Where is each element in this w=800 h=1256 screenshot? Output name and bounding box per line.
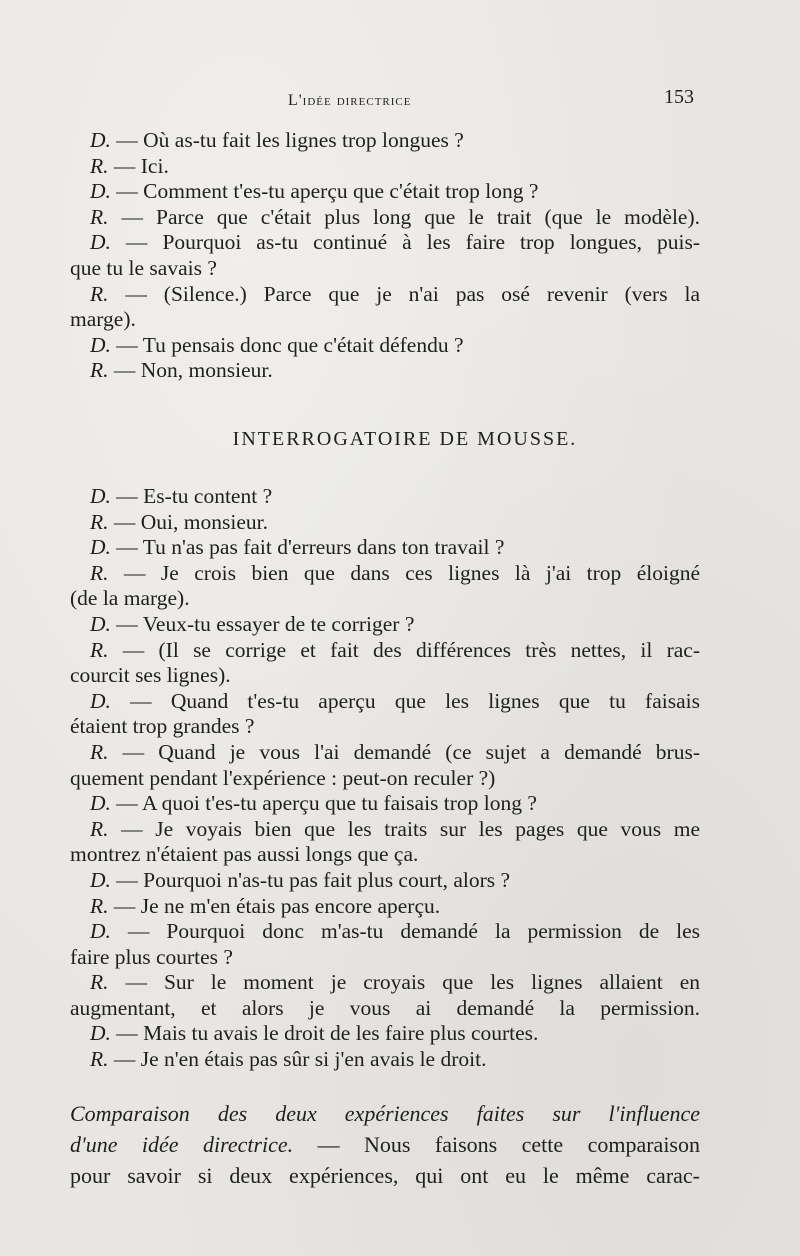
- dialogue-line: [70, 561, 700, 587]
- dialogue-text: — Es-tu content ?: [110, 484, 273, 508]
- page-number: 153: [664, 86, 694, 108]
- dialogue-line: [70, 970, 700, 996]
- dialogue-text: — Tu pensais donc que c'était défendu ?: [110, 332, 464, 357]
- dialogue-text: quement pendant l'expérience : peut-on reculer ?): [70, 765, 496, 790]
- closing-paragraph: [70, 1098, 700, 1191]
- paragraph-line: [70, 1098, 700, 1129]
- speaker-label: D.: [90, 919, 111, 944]
- speaker-label: R.: [90, 1047, 109, 1072]
- dialogue-line: [70, 868, 700, 894]
- dialogue-line: [70, 256, 700, 282]
- speaker-label: R.: [90, 970, 109, 995]
- dialogue-line: [70, 535, 700, 561]
- speaker-label: D.: [90, 688, 111, 713]
- dialogue-text: — Veux-tu essayer de te corriger ?: [110, 611, 415, 636]
- dialogue-line: [70, 945, 700, 971]
- dialogue-line: [70, 817, 700, 843]
- dialogue-line: [70, 154, 700, 180]
- speaker-label: D.: [90, 867, 111, 892]
- dialogue-text: — Je ne m'en étais pas encore aperçu.: [108, 893, 441, 918]
- dialogue-line: [70, 333, 700, 359]
- paragraph-line: [70, 1129, 700, 1160]
- dialogue-text: — Parce que c'était plus long que le trait (que le modèle).: [108, 204, 700, 229]
- dialogue-text: — Pourquoi donc m'as-tu demandé la permission de les: [110, 919, 700, 944]
- dialogue-line: [70, 740, 700, 766]
- dialogue-line: [70, 179, 700, 205]
- dialogue-line: [70, 919, 700, 945]
- dialogue-text: — (Silence.) Parce que je n'ai pas osé revenir (vers la: [108, 281, 700, 306]
- speaker-label: D.: [90, 791, 111, 816]
- dialogue-text: — A quoi t'es-tu aperçu que tu faisais trop long ?: [110, 791, 537, 816]
- dialogue-line: [70, 714, 700, 740]
- speaker-label: D.: [90, 230, 111, 255]
- dialogue-line: [70, 205, 700, 231]
- speaker-label: D.: [90, 179, 111, 204]
- speaker-label: D.: [90, 611, 111, 636]
- running-title: L'idée directrice: [288, 92, 412, 109]
- dialogue-line: [70, 510, 700, 536]
- dialogue-text: — Oui, monsieur.: [108, 509, 268, 534]
- dialogue-line: [70, 586, 700, 612]
- speaker-label: R.: [90, 153, 109, 178]
- paragraph-line: [70, 1160, 700, 1191]
- dialogue-line: [70, 663, 700, 689]
- speaker-label: D.: [90, 484, 111, 508]
- dialogue-text: — Tu n'as pas fait d'erreurs dans ton travail ?: [110, 535, 505, 560]
- dialogue-line: [70, 1021, 700, 1047]
- dialogue-text: — Je voyais bien que les traits sur les pages que vous me: [108, 816, 700, 841]
- dialogue-text: — Quand je vous l'ai demandé (ce sujet a demandé brus-: [108, 739, 700, 764]
- speaker-label: D.: [90, 128, 111, 152]
- paragraph-text: pour savoir si deux expériences, qui ont eu le même carac-: [70, 1163, 700, 1188]
- speaker-label: R.: [90, 816, 109, 841]
- dialogue-text: (de la marge).: [70, 586, 190, 611]
- dialogue-text: — Je crois bien que dans ces lignes là j'ai trop éloigné: [108, 560, 700, 585]
- dialogue-block-1: [70, 128, 700, 384]
- speaker-label: D.: [90, 535, 111, 560]
- dialogue-text: — Où as-tu fait les lignes trop longues ?: [110, 128, 464, 152]
- dialogue-text: — Sur le moment je croyais que les lignes allaient en: [108, 970, 700, 995]
- dialogue-text: — Comment t'es-tu aperçu que c'était trop long ?: [110, 179, 539, 204]
- dialogue-text: augmentant, et alors je vous ai demandé la permission.: [70, 995, 700, 1020]
- speaker-label: R.: [90, 637, 109, 662]
- paragraph-italic-heading: Comparaison des deux expériences faites sur l'influence: [70, 1101, 700, 1126]
- dialogue-line: [70, 894, 700, 920]
- dialogue-line: [70, 307, 700, 333]
- dialogue-text: — Quand t'es-tu aperçu que les lignes que tu faisais: [110, 688, 700, 713]
- dialogue-line: [70, 996, 700, 1022]
- speaker-label: D.: [90, 1021, 111, 1046]
- speaker-label: R.: [90, 358, 109, 383]
- dialogue-line: [70, 128, 700, 154]
- dialogue-line: [70, 689, 700, 715]
- paragraph-text: — Nous faisons cette comparaison: [293, 1132, 700, 1157]
- speaker-label: R.: [90, 204, 109, 229]
- dialogue-text: — Non, monsieur.: [108, 358, 273, 383]
- dialogue-block-2: [70, 484, 700, 1073]
- speaker-label: R.: [90, 560, 109, 585]
- page-header: [0, 86, 800, 116]
- dialogue-text: — Ici.: [108, 153, 169, 178]
- dialogue-text: que tu le savais ?: [70, 255, 217, 280]
- dialogue-text: — (Il se corrige et fait des différences très nettes, il rac-: [108, 637, 700, 662]
- dialogue-text: — Mais tu avais le droit de les faire plus courtes.: [110, 1021, 539, 1046]
- paragraph-italic-heading-end: d'une idée directrice.: [70, 1132, 294, 1157]
- speaker-label: R.: [90, 739, 109, 764]
- dialogue-text: — Pourquoi as-tu continué à les faire trop longues, puis-: [110, 230, 700, 255]
- speaker-label: R.: [90, 281, 109, 306]
- dialogue-text: faire plus courtes ?: [70, 944, 233, 969]
- dialogue-text: — Je n'en étais pas sûr si j'en avais le droit.: [108, 1047, 487, 1072]
- dialogue-text: — Pourquoi n'as-tu pas fait plus court, alors ?: [110, 867, 511, 892]
- section-title: INTERROGATOIRE DE MOUSSE.: [232, 428, 578, 450]
- speaker-label: R.: [90, 509, 109, 534]
- dialogue-line: [70, 230, 700, 256]
- dialogue-line: [70, 484, 700, 510]
- speaker-label: D.: [90, 332, 111, 357]
- dialogue-text: marge).: [70, 307, 136, 332]
- dialogue-line: [70, 1047, 700, 1073]
- speaker-label: R.: [90, 893, 109, 918]
- dialogue-line: [70, 612, 700, 638]
- dialogue-line: [70, 791, 700, 817]
- dialogue-line: [70, 638, 700, 664]
- dialogue-line: [70, 358, 700, 384]
- dialogue-text: courcit ses lignes).: [70, 663, 231, 688]
- dialogue-text: montrez n'étaient pas aussi longs que ça.: [70, 842, 419, 867]
- dialogue-text: étaient trop grandes ?: [70, 714, 255, 739]
- dialogue-line: [70, 842, 700, 868]
- dialogue-line: [70, 282, 700, 308]
- dialogue-line: [70, 766, 700, 792]
